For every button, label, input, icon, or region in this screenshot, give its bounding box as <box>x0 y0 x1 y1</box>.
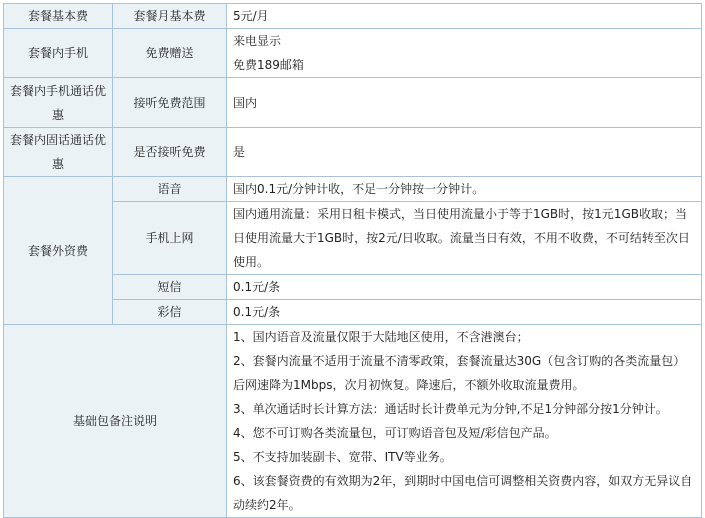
value-sms: 0.1元/条 <box>227 275 702 300</box>
value-voice: 国内0.1元/分钟计收，不足一分钟按一分钟计。 <box>227 177 702 202</box>
table-row-mobile-call <box>4 78 702 128</box>
plan-fee-table <box>3 3 702 518</box>
category-notes: 基础包备注说明 <box>4 325 227 518</box>
item-sms: 短信 <box>113 275 227 300</box>
gift-189-mailbox: 免费189邮箱 <box>233 58 304 72</box>
item-voice: 语音 <box>113 177 227 202</box>
item-mms: 彩信 <box>113 300 227 325</box>
value-receive-free: 是 <box>227 128 702 177</box>
note-item: 3、单次通话时长计算方法：通话时长计费单元为分钟,不足1分钟部分按1分钟计。 <box>233 402 668 416</box>
table-row-notes <box>4 325 702 518</box>
note-item: 5、不支持加装副卡、宽带、ITV等业务。 <box>233 450 452 464</box>
item-free-receive-range: 接听免费范围 <box>113 78 227 128</box>
note-item: 2、套餐内流量不适用于流量不清零政策，套餐流量达30G（包含订购的各类流量包）后网速降为1Mbps，次月初恢复。降速后，不额外收取流量费用。 <box>233 354 686 392</box>
table-row-base-fee <box>4 4 702 29</box>
category-mobile: 套餐内手机 <box>4 29 113 78</box>
category-landline-call: 套餐内固话通话优惠 <box>4 128 113 177</box>
notes-list <box>227 325 702 518</box>
value-free-receive-range: 国内 <box>227 78 702 128</box>
note-item: 6、该套餐资费的有效期为2年，到期时中国电信可调整相关资费内容，如双方无异议自动续约2年。 <box>233 474 693 512</box>
item-free-gift: 免费赠送 <box>113 29 227 78</box>
value-mobile-data: 国内通用流量：采用日租卡模式，当日使用流量小于等于1GB时，按1元1GB收取；当日使用流量大于1GB时，按2元/日收取。流量当日有效，不用不收费，不可结转至次日使用。 <box>227 202 702 275</box>
table-row-landline-call <box>4 128 702 177</box>
value-mms: 0.1元/条 <box>227 300 702 325</box>
note-item: 4、您不可订购各类流量包，可订购语音包及短/彩信包产品。 <box>233 426 557 440</box>
category-mobile-call: 套餐内手机通话优惠 <box>4 78 113 128</box>
item-monthly-base-fee: 套餐月基本费 <box>113 4 227 29</box>
value-free-gift <box>227 29 702 78</box>
note-item: 1、国内语音及流量仅限于大陆地区使用，不含港澳台； <box>233 330 529 344</box>
table-row-extra-voice <box>4 177 702 202</box>
item-mobile-data: 手机上网 <box>113 202 227 275</box>
gift-caller-id: 来电显示 <box>233 34 282 48</box>
value-monthly-base-fee: 5元/月 <box>227 4 702 29</box>
category-base-fee: 套餐基本费 <box>4 4 113 29</box>
category-extra-fees: 套餐外资费 <box>4 177 113 325</box>
table-row-mobile <box>4 29 702 78</box>
item-receive-free: 是否接听免费 <box>113 128 227 177</box>
